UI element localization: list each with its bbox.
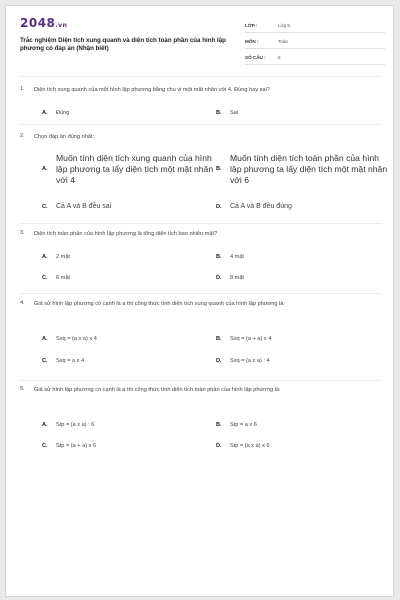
option-text: Sxq = (a x a) x 4 (56, 336, 97, 342)
option-letter: A. (42, 422, 48, 428)
option-letter: D. (216, 443, 222, 449)
meta-value: Toán (278, 39, 288, 44)
question-number: 2. (20, 133, 25, 139)
option-text: Sxq = (a x a) : 4 (230, 358, 270, 364)
option-text: Đúng (56, 110, 70, 116)
question-4 (20, 300, 382, 374)
option-letter: B. (216, 254, 222, 260)
question-text: Giả sử hình lập phương có cạnh là a thì công thức tính diện tích xung quanh của hình lập phương là: (34, 301, 285, 307)
option-letter: A. (42, 166, 48, 172)
option-letter: A. (42, 336, 48, 342)
worksheet-page (5, 5, 394, 597)
meta-row-count (245, 52, 385, 65)
option-letter: A. (42, 110, 48, 116)
meta-value: Lớp 5 (278, 23, 290, 28)
option-letter: C. (42, 204, 48, 210)
divider (20, 380, 382, 381)
divider (20, 124, 382, 125)
option-text: Stp = (a + a) x 6 (56, 443, 97, 449)
option-text: Muốn tính diện tích toàn phần của hình lập phương ta lấy diện tích một mặt nhân với 6 (230, 153, 388, 185)
option-letter: B. (216, 336, 222, 342)
meta-label: LỚP : (245, 23, 258, 28)
question-1 (20, 86, 382, 116)
question-3 (20, 230, 382, 286)
meta-row-subject (245, 36, 385, 49)
option-letter: D. (216, 275, 222, 281)
meta-label: SỐ CÂU : (245, 55, 266, 60)
meta-value: 5 (278, 55, 281, 60)
meta-label: MÔN : (245, 39, 259, 44)
question-number: 1. (20, 86, 25, 92)
option-text: 2 mặt (56, 254, 70, 260)
meta-row-class (245, 20, 385, 33)
option-text: Cả A và B đều đúng (230, 203, 292, 210)
question-number: 4. (20, 300, 25, 306)
option-letter: B. (216, 110, 222, 116)
option-letter: C. (42, 275, 48, 281)
site-logo[interactable]: 2048.vn (20, 16, 68, 30)
option-text: Muốn tính diện tích xung quanh của hình lập phương ta lấy diện tích một mặt nhân với 4 (56, 153, 214, 185)
option-letter: B. (216, 166, 222, 172)
option-text: Sxq = (a + a) x 4 (230, 336, 272, 342)
question-number: 5. (20, 386, 25, 392)
divider (20, 223, 382, 224)
question-text: Giả sử hình lập phương có cạnh là a thì công thức tính diện tích toàn phần của hình lập phương là: (34, 387, 281, 393)
question-number: 3. (20, 230, 25, 236)
option-letter: D. (216, 358, 222, 364)
option-letter: B. (216, 422, 222, 428)
question-text: Chọn đáp án đúng nhất: (34, 134, 95, 140)
question-2 (20, 133, 388, 223)
option-text: 4 mặt (230, 254, 244, 260)
divider (20, 293, 382, 294)
option-letter: D. (216, 204, 222, 210)
worksheet-meta (245, 20, 385, 68)
question-text: Diện tích xung quanh của một hình lập phương bằng chu vi một mặt nhân với 4. Đúng hay sai? (34, 87, 270, 93)
divider (20, 76, 382, 77)
option-text: Cả A và B đều sai (56, 203, 112, 210)
option-text: Stp = (a x a) : 6 (56, 422, 95, 428)
option-text: 6 mặt (56, 275, 70, 281)
option-letter: C. (42, 443, 48, 449)
option-letter: A. (42, 254, 48, 260)
option-text: 8 mặt (230, 275, 244, 281)
worksheet-title: Trắc nghiệm Diện tích xung quanh và diện tích toàn phần của hình lập phương có đáp án (Nhận biết) (20, 37, 226, 52)
question-5 (20, 386, 382, 460)
option-letter: C. (42, 358, 48, 364)
worksheet-header (20, 14, 384, 72)
option-text: Sxq = a x 4 (56, 358, 85, 364)
option-text: Sai (230, 110, 239, 116)
option-text: Stp = (a x a) x 6 (230, 443, 270, 449)
option-text: Stp = a x 6 (230, 422, 257, 428)
question-text: Diện tích toàn phần của hình lập phương là tổng diện tích bao nhiêu mặt? (34, 231, 218, 237)
